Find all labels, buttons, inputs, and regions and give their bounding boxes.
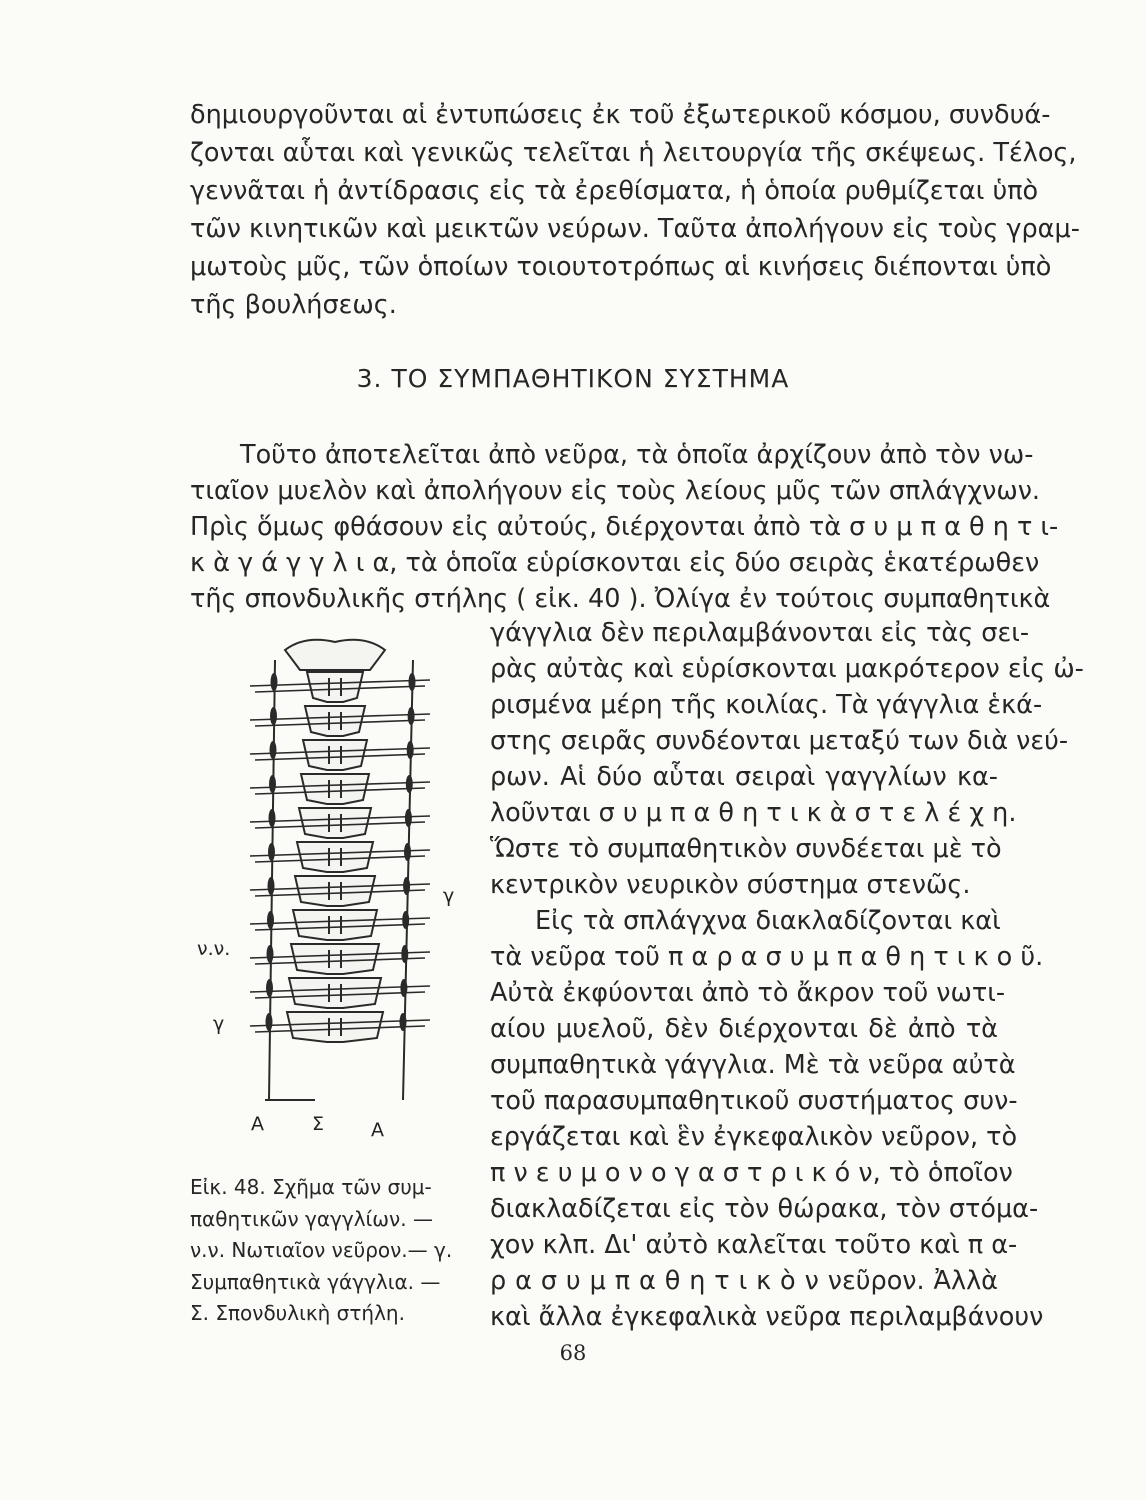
column-line: ρισμένα μέρη τῆς κοιλίας. Τὰ γάγγλια ἑκά- [490, 690, 1043, 720]
intro-line: τῶν κινητικῶν καὶ μεικτῶν νεύρων. Ταῦτα ἀπολήγουν εἰς τοὺς γραμ- [190, 214, 1080, 244]
ganglion [400, 1013, 407, 1031]
column-line: π ν ε υ μ ο ν ο γ α σ τ ρ ι κ ό ν, τὸ ὁποῖον [490, 1158, 1013, 1188]
column-line: στης σειρᾶς συνδέονται μεταξύ των διὰ νεύ- [490, 726, 1069, 756]
ganglion [270, 707, 277, 725]
column-line: γάγγλια δὲν περιλαμβάνονται εἰς τὰς σει- [490, 618, 1030, 648]
intro-line: δημιουργοῦνται αἱ ἐντυπώσεις ἐκ τοῦ ἐξωτερικοῦ κόσμου, συνδυά- [190, 100, 1051, 130]
ganglion [267, 911, 274, 929]
intro-line: τῆς βουλήσεως. [190, 290, 397, 320]
ganglion [267, 945, 274, 963]
ganglion [407, 741, 414, 759]
ganglion [270, 741, 277, 759]
vertebra [301, 774, 369, 804]
vertebra [307, 672, 363, 702]
column-line: Αὐτὰ ἐκφύονται ἀπὸ τὸ ἄκρον τοῦ νωτι- [490, 978, 1006, 1008]
vertebra [293, 910, 377, 940]
body-line: Τοῦτο ἀποτελεῖται ἀπὸ νεῦρα, τὰ ὁποῖα ἀρχίζουν ἀπὸ τὸν νω- [240, 440, 1034, 470]
body-line: κ ὰ γ ά γ γ λ ι α, τὰ ὁποῖα εὑρίσκονται εἰς δύο σειρὰς ἑκατέρωθεν [190, 548, 1040, 578]
label-sigma: Σ [312, 1113, 325, 1135]
column-line: αίου μυελοῦ, δὲν διέρχονται δὲ ἀπὸ τὰ [490, 1014, 998, 1044]
page-number: 68 [559, 1341, 587, 1365]
ganglion [269, 809, 276, 827]
vertebra [303, 740, 367, 770]
column-line: χον κλπ. Δι' αὐτὸ καλεῖται τοῦτο καὶ π α- [490, 1230, 1018, 1260]
caption-line: ν.ν. Νωτιαῖον νεῦρον.— γ. [190, 1238, 453, 1262]
intro-line: μωτοὺς μῦς, τῶν ὁποίων τοιουτοτρόπως αἱ κινήσεις διέπονται ὑπὸ [190, 252, 1052, 282]
ganglion [400, 979, 407, 997]
section-heading: 3. ΤΟ ΣΥΜΠΑΘΗΤΙΚΟΝ ΣΥΣΤΗΜΑ [356, 364, 790, 393]
column-line: ρὰς αὐτὰς καὶ εὑρίσκονται μακρότερον εἰς ὠ- [490, 654, 1084, 684]
column-line: Ὥστε τὸ συμπαθητικὸν συνδέεται μὲ τὸ [490, 834, 1002, 864]
column-line: ρων. Αἱ δύο αὗται σειραὶ γαγγλίων κα- [490, 762, 998, 792]
caption-line: Σ. Σπονδυλικὴ στήλη. [190, 1301, 405, 1325]
label-vv: ν.ν. [197, 938, 231, 960]
caption-line: Συμπαθητικὰ γάγγλια. — [190, 1269, 441, 1294]
body-line: τῆς σπονδυλικῆς στήλης ( εἰκ. 40 ). Ὀλίγα ἐν τούτοις συμπαθητικὰ [190, 584, 1051, 614]
caption-line: παθητικῶν γαγγλίων. — [190, 1206, 433, 1231]
body-line: τιαῖον μυελὸν καὶ ἀπολήγουν εἰς τοὺς λείους μῦς τῶν σπλάγχνων. [190, 476, 1041, 506]
caption-line: Εἰκ. 48. Σχῆμα τῶν συμ- [190, 1175, 432, 1199]
ganglion [269, 775, 276, 793]
vertebral-column [285, 640, 385, 1042]
ganglion [268, 843, 275, 861]
column-line: κεντρικὸν νευρικὸν σύστημα στενῶς. [490, 870, 971, 900]
label-alpha-left: Α [251, 1113, 264, 1135]
vertebra [289, 978, 381, 1008]
column-line: καὶ ἄλλα ἐγκεφαλικὰ νεῦρα περιλαμβάνουν [490, 1302, 1044, 1332]
ganglion [408, 707, 415, 725]
figure-caption [190, 1172, 454, 1330]
vertebra [285, 640, 385, 670]
column-line: τὰ νεῦρα τοῦ π α ρ α σ υ μ π α θ η τ ι κ ο ῦ. [490, 942, 1044, 972]
ganglion [405, 809, 412, 827]
intro-line: γεννᾶται ἡ ἀντίδρασις εἰς τὰ ἐρεθίσματα, ἡ ὁποία ρυθμίζεται ὑπὸ [190, 176, 1039, 206]
column-line: εργάζεται καὶ ἓν ἐγκεφαλικὸν νεῦρον, τὸ [490, 1122, 1018, 1152]
ganglion [266, 1013, 273, 1031]
body-line: Πρὶς ὅμως φθάσουν εἰς αὐτούς, διέρχονται ἀπὸ τὰ σ υ μ π α θ η τ ι- [190, 512, 1059, 542]
vertebra [297, 842, 373, 872]
label-gamma-right: γ [443, 885, 455, 907]
ganglion [409, 673, 416, 691]
ganglion [402, 911, 409, 929]
vertebra [305, 706, 365, 736]
column-line: λοῦνται σ υ μ π α θ η τ ι κ ὰ σ τ ε λ έ χ η. [490, 798, 1017, 828]
spine-illustration [195, 630, 470, 1140]
vertebra [299, 808, 371, 838]
ganglion [403, 877, 410, 895]
vertebra [291, 944, 379, 974]
ganglion [271, 673, 278, 691]
ganglion [268, 877, 275, 895]
label-alpha-right: Α [371, 1119, 384, 1140]
ganglion [404, 843, 411, 861]
intro-line: ζονται αὗται καὶ γενικῶς τελεῖται ἡ λειτουργία τῆς σκέψεως. Τέλος, [190, 138, 1077, 168]
column-line: συμπαθητικὰ γάγγλια. Μὲ τὰ νεῦρα αὐτὰ [490, 1050, 1016, 1080]
vertebra [287, 1012, 383, 1042]
column-line: τοῦ παρασυμπαθητικοῦ συστήματος συν- [490, 1086, 1018, 1116]
column-line: ρ α σ υ μ π α θ η τ ι κ ὸ ν νεῦρον. Ἀλλὰ [490, 1266, 998, 1296]
ganglion [401, 945, 408, 963]
column-line: διακλαδίζεται εἰς τὸν θώρακα, τὸν στόμα- [490, 1194, 1039, 1224]
label-gamma-left: γ [213, 1013, 225, 1035]
vertebra [295, 876, 375, 906]
ganglion [266, 979, 273, 997]
ganglion [406, 775, 413, 793]
column-line: Εἰς τὰ σπλάγχνα διακλαδίζονται καὶ [535, 906, 1001, 936]
